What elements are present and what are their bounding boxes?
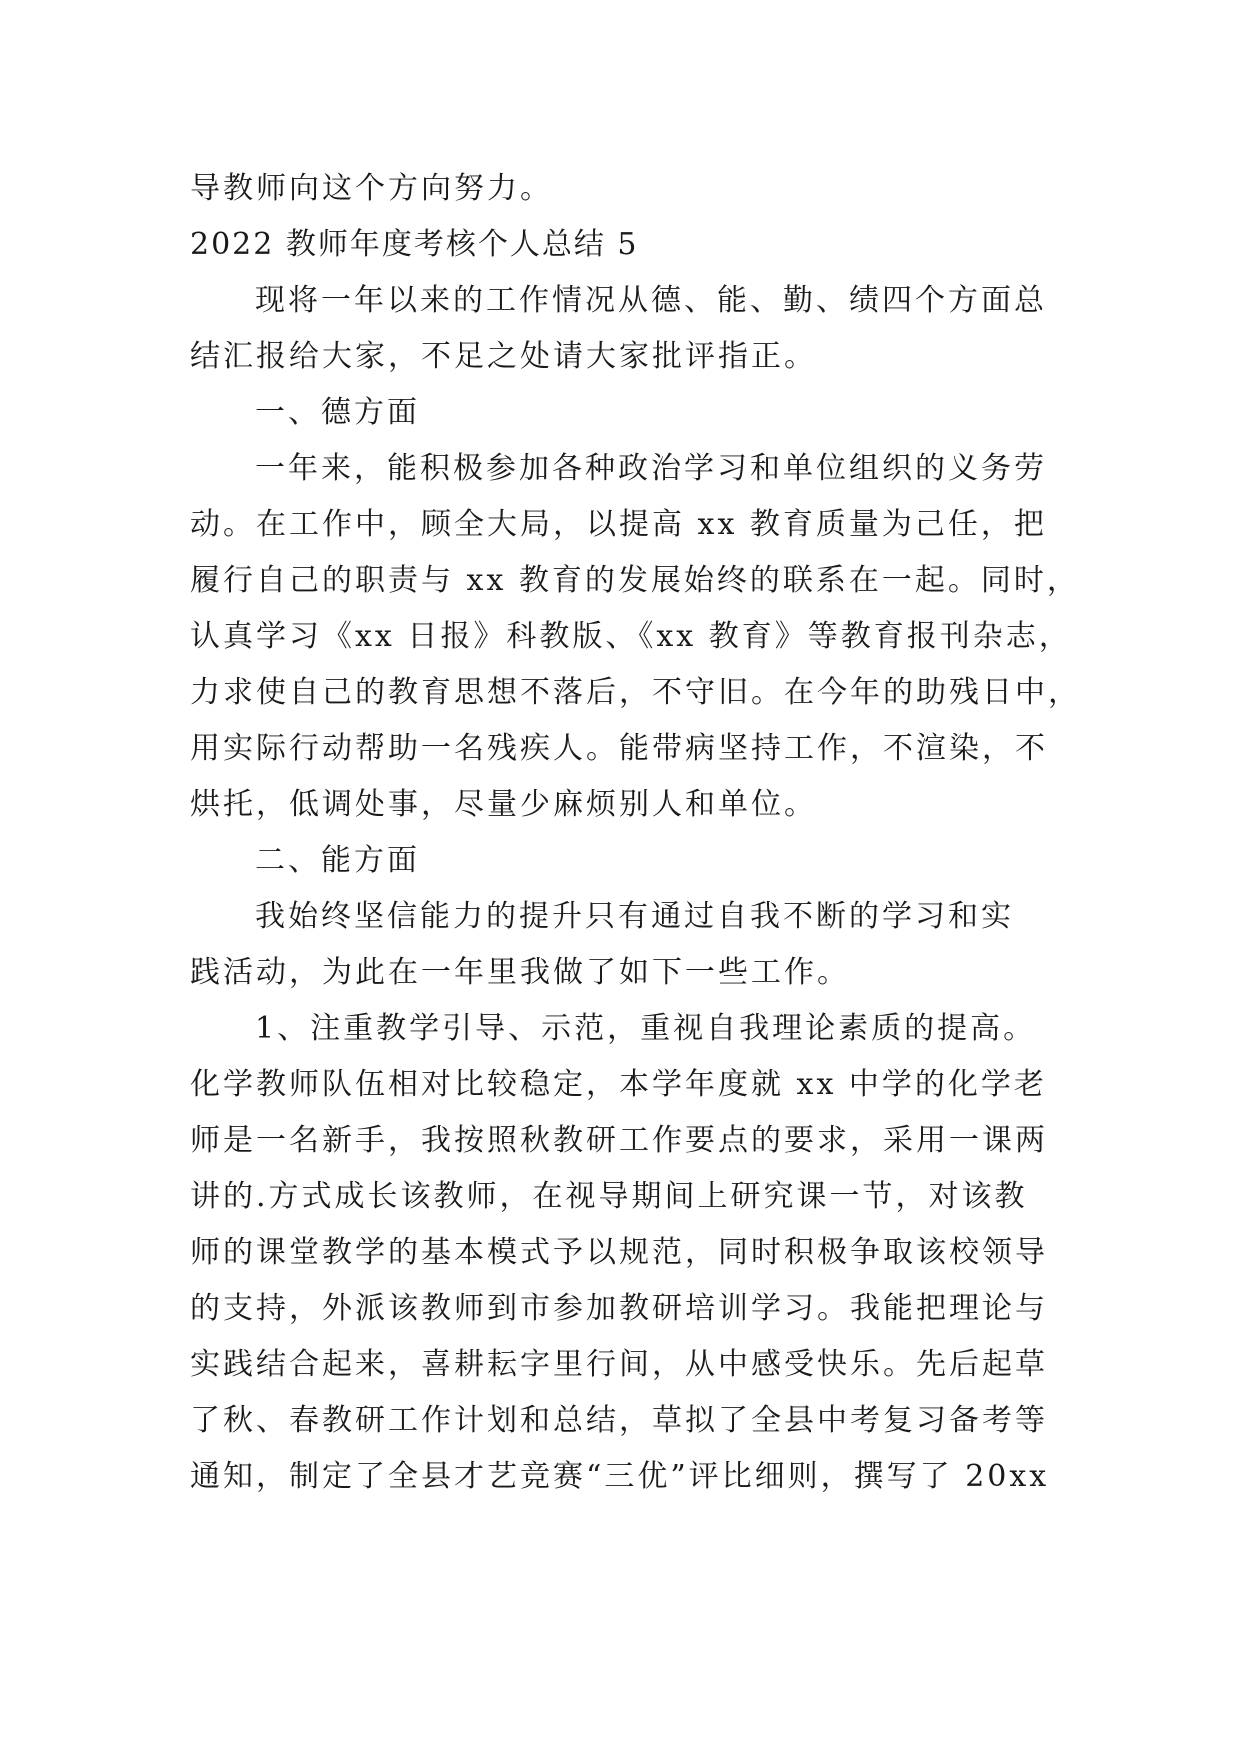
subheading-neng: 二、能方面 — [255, 843, 420, 878]
paragraph-line: 师是一名新手，我按照秋教研工作要点的要求，采用一课两 — [190, 1123, 1048, 1158]
paragraph-line: 的支持，外派该教师到市参加教研培训学习。我能把理论与 — [190, 1291, 1048, 1326]
paragraph-line: 认真学习《xx 日报》科教版、《xx 教育》等教育报刊杂志， — [190, 619, 1072, 654]
paragraph-line: 用实际行动帮助一名残疾人。能带病坚持工作，不渲染，不 — [190, 731, 1048, 766]
paragraph-line: 我始终坚信能力的提升只有通过自我不断的学习和实 — [255, 899, 1014, 934]
paragraph-line: 动。在工作中，顾全大局，以提高 xx 教育质量为己任，把 — [190, 507, 1047, 542]
paragraph-line: 现将一年以来的工作情况从德、能、勤、绩四个方面总 — [255, 283, 1047, 318]
paragraph-line: 履行自己的职责与 xx 教育的发展始终的联系在一起。同时， — [190, 563, 1080, 598]
paragraph-line: 导教师向这个方向努力。 — [190, 171, 553, 206]
paragraph-line: 结汇报给大家，不足之处请大家批评指正。 — [190, 339, 817, 374]
section-title: 2022 教师年度考核个人总结 5 — [190, 227, 639, 262]
paragraph-line: 讲的.方式成长该教师，在视导期间上研究课一节，对该教 — [190, 1179, 1028, 1214]
subheading-de: 一、德方面 — [255, 395, 420, 430]
paragraph-line: 师的课堂教学的基本模式予以规范，同时积极争取该校领导 — [190, 1235, 1048, 1270]
paragraph-line: 化学教师队伍相对比较稳定，本学年度就 xx 中学的化学老 — [190, 1067, 1047, 1102]
paragraph-line: 一年来，能积极参加各种政治学习和单位组织的义务劳 — [255, 451, 1047, 486]
paragraph-line: 1、注重教学引导、示范，重视自我理论素质的提高。 — [255, 1011, 1037, 1046]
paragraph-line: 通知，制定了全县才艺竞赛“三优”评比细则，撰写了 20xx — [190, 1459, 1050, 1494]
paragraph-line: 了秋、春教研工作计划和总结，草拟了全县中考复习备考等 — [190, 1403, 1048, 1438]
paragraph-line: 烘托，低调处事，尽量少麻烦别人和单位。 — [190, 787, 817, 822]
paragraph-line: 践活动，为此在一年里我做了如下一些工作。 — [190, 955, 850, 990]
paragraph-line: 力求使自己的教育思想不落后，不守旧。在今年的助残日中， — [190, 675, 1081, 710]
paragraph-line: 实践结合起来，喜耕耘字里行间，从中感受快乐。先后起草 — [190, 1347, 1048, 1382]
